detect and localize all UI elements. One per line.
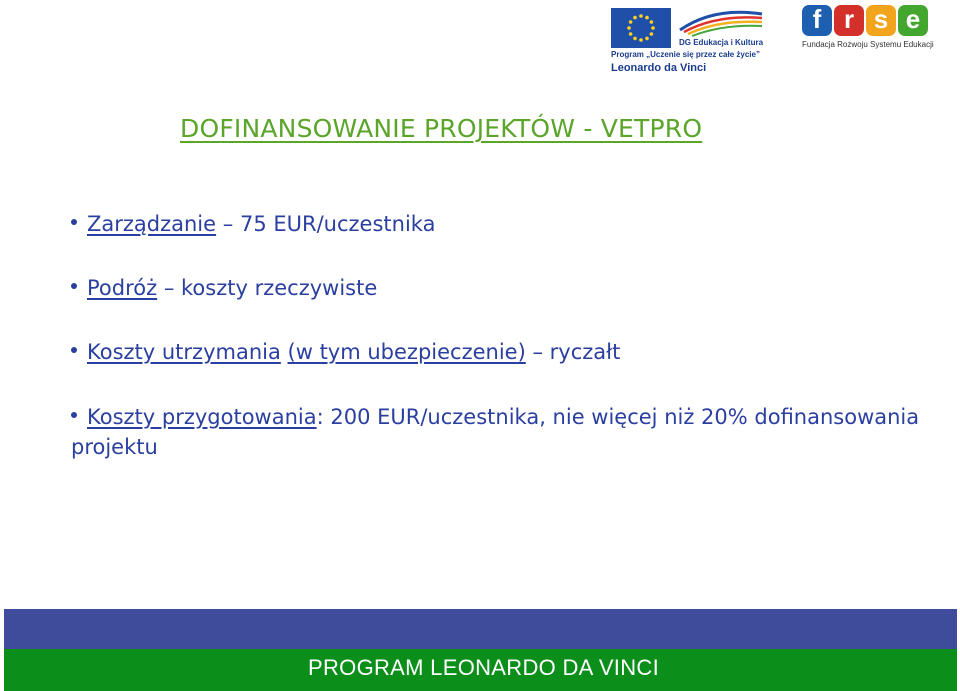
bullet-icon	[71, 219, 77, 225]
dg-label: DG Edukacja i Kultura	[679, 38, 764, 47]
bullet-icon	[71, 412, 77, 418]
list-item-value: : 200 EUR/uczestnika, nie więcej niż 20% dofinansowania projektu	[71, 405, 920, 459]
frse-letter-s: s	[866, 5, 896, 36]
dash-separator: –	[163, 276, 175, 300]
frse-letter-r: r	[834, 5, 864, 36]
page-title: DOFINANSOWANIE PROJEKTÓW - VETPRO	[180, 114, 703, 143]
list-item-term: Koszty utrzymania	[87, 340, 281, 364]
bullet-icon	[71, 347, 77, 353]
eu-flag-icon	[611, 8, 671, 48]
list-item-note: (w tym ubezpieczenie)	[287, 340, 526, 364]
list-item-value: koszty rzeczywiste	[181, 276, 378, 300]
frse-logo	[802, 5, 930, 39]
footer-band-top	[4, 609, 957, 649]
list-item	[71, 276, 377, 300]
list-item-value: 75 EUR/uczestnika	[239, 212, 436, 236]
header-logos	[0, 0, 960, 90]
dash-separator: –	[532, 340, 543, 364]
frse-caption: Fundacja Rozwoju Systemu Edukacji	[802, 40, 934, 49]
list-item-value: ryczałt	[549, 340, 621, 364]
list-item-term: Koszty przygotowania	[87, 405, 317, 429]
list-item-term: Zarządzanie	[87, 212, 217, 236]
list-item	[71, 402, 931, 462]
list-item	[71, 340, 620, 364]
bullet-icon	[71, 283, 77, 289]
footer-text: PROGRAM LEONARDO DA VINCI	[308, 655, 660, 680]
frse-letter-e: e	[898, 5, 928, 36]
list-item-term: Podróż	[87, 276, 158, 300]
list-item	[71, 212, 435, 236]
dash-separator: –	[222, 212, 234, 236]
program-label: Program „Uczenie się przez całe życie”	[611, 50, 760, 59]
leonardo-label: Leonardo da Vinci	[611, 62, 707, 74]
frse-letter-f: f	[802, 5, 832, 36]
